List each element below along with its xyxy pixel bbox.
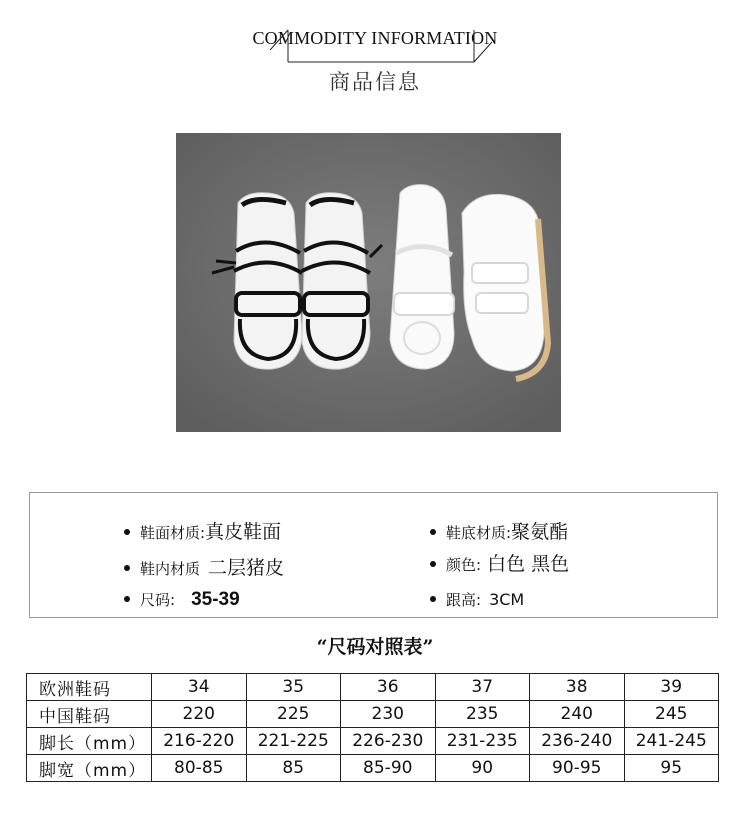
table-row bbox=[27, 674, 719, 701]
spec-color-value: 白色 黑色 bbox=[487, 553, 570, 575]
spec-heel-value: 3CM bbox=[489, 590, 525, 609]
spec-lining-value: 二层猪皮 bbox=[208, 557, 285, 579]
spec-upper-label: 鞋面材质: bbox=[140, 524, 206, 542]
table-cell: 221-225 bbox=[246, 728, 341, 755]
table-row bbox=[27, 755, 719, 782]
spec-box bbox=[29, 492, 718, 618]
table-cell: 38 bbox=[530, 674, 625, 701]
spec-sole bbox=[430, 517, 568, 544]
bullet-icon bbox=[430, 596, 436, 602]
table-cell: 225 bbox=[246, 701, 341, 728]
row-head-eu: 欧洲鞋码 bbox=[27, 674, 152, 701]
table-cell: 35 bbox=[246, 674, 341, 701]
spec-color bbox=[430, 549, 569, 576]
product-photo bbox=[176, 133, 561, 432]
row-head-foot-length: 脚长（mm） bbox=[27, 728, 152, 755]
header-decor-frame bbox=[270, 28, 492, 64]
table-cell: 235 bbox=[435, 701, 530, 728]
spec-size-value: 35-39 bbox=[191, 589, 240, 610]
spec-lining bbox=[124, 553, 284, 580]
row-head-foot-width: 脚宽（mm） bbox=[27, 755, 152, 782]
shoe-white-top bbox=[390, 185, 454, 369]
spec-lining-label: 鞋内材质 bbox=[140, 560, 201, 578]
spec-upper-value: 真皮鞋面 bbox=[205, 521, 282, 543]
table-cell: 95 bbox=[624, 755, 719, 782]
header-title-cn: 商品信息 bbox=[329, 70, 421, 94]
table-cell: 85-90 bbox=[341, 755, 436, 782]
header-title-en: COMMODITY INFORMATION bbox=[252, 28, 498, 48]
table-cell: 220 bbox=[152, 701, 247, 728]
table-cell: 39 bbox=[624, 674, 719, 701]
table-cell: 240 bbox=[530, 701, 625, 728]
table-row bbox=[27, 728, 719, 755]
bullet-icon bbox=[124, 565, 130, 571]
row-head-cn: 中国鞋码 bbox=[27, 701, 152, 728]
bullet-icon bbox=[124, 529, 130, 535]
table-cell: 236-240 bbox=[530, 728, 625, 755]
table-cell: 90-95 bbox=[530, 755, 625, 782]
spec-sole-label: 鞋底材质: bbox=[446, 524, 512, 542]
table-cell: 230 bbox=[341, 701, 436, 728]
spec-color-label: 颜色: bbox=[446, 556, 482, 574]
bullet-icon bbox=[124, 596, 130, 602]
size-table bbox=[26, 673, 719, 782]
size-table-title: “尺码对照表” bbox=[316, 636, 434, 658]
table-cell: 37 bbox=[435, 674, 530, 701]
table-cell: 231-235 bbox=[435, 728, 530, 755]
spec-upper bbox=[124, 517, 281, 544]
spec-heel-label: 跟高: bbox=[446, 591, 482, 609]
spec-size-label: 尺码: bbox=[140, 591, 176, 609]
table-row bbox=[27, 701, 719, 728]
table-cell: 34 bbox=[152, 674, 247, 701]
spec-heel bbox=[430, 589, 524, 610]
table-cell: 226-230 bbox=[341, 728, 436, 755]
spec-size bbox=[124, 589, 240, 611]
bullet-icon bbox=[430, 529, 436, 535]
table-cell: 36 bbox=[341, 674, 436, 701]
table-cell: 85 bbox=[246, 755, 341, 782]
table-cell: 80-85 bbox=[152, 755, 247, 782]
bullet-icon bbox=[430, 561, 436, 567]
table-cell: 216-220 bbox=[152, 728, 247, 755]
spec-sole-value: 聚氨酯 bbox=[511, 521, 569, 543]
table-cell: 241-245 bbox=[624, 728, 719, 755]
table-cell: 245 bbox=[624, 701, 719, 728]
table-cell: 90 bbox=[435, 755, 530, 782]
